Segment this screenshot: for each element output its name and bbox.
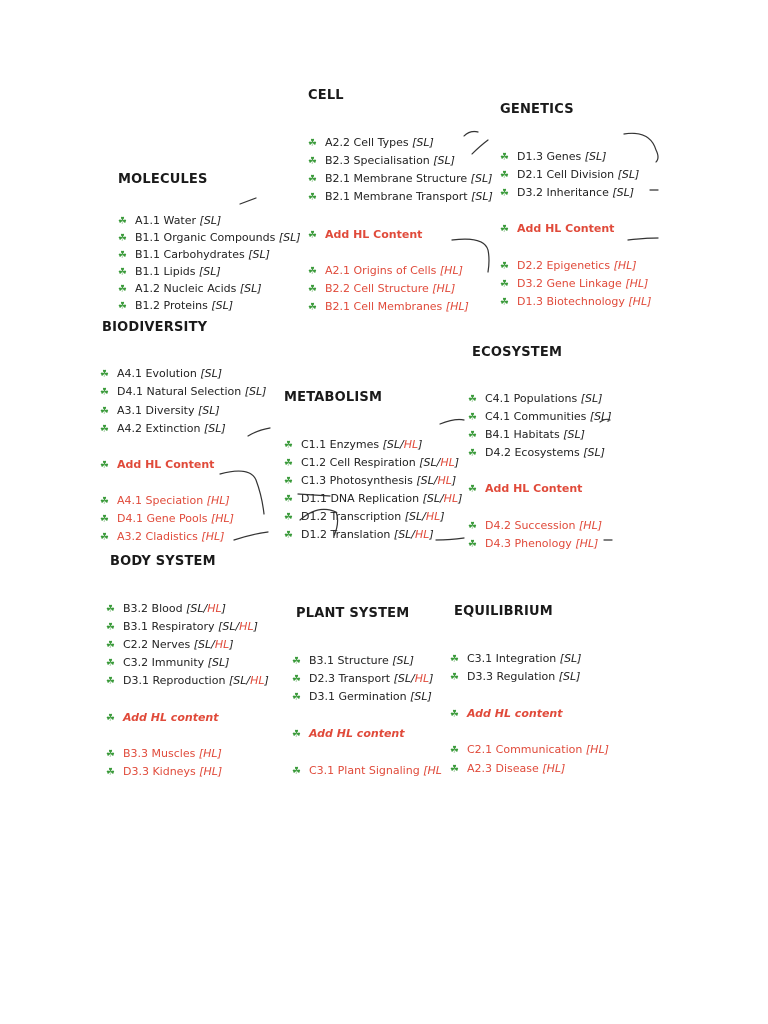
level-tag: [HL]: [439, 264, 463, 277]
topic-text: B2.1 Membrane Structure: [325, 172, 471, 185]
level-tag: [SL]: [583, 446, 605, 459]
topic-text: D1.2 Transcription: [301, 510, 405, 523]
topic-item: [100, 385, 266, 400]
topic-item: [106, 602, 226, 617]
sprout-icon: ☘: [450, 745, 459, 756]
level-tag: [SL/HL]: [186, 602, 226, 615]
topic-item: [118, 282, 262, 297]
sprout-icon: ☘: [468, 484, 477, 495]
level-tag: [SL]: [580, 392, 603, 405]
sprout-icon: ☘: [450, 672, 459, 683]
topic-text: C4.1 Communities: [485, 410, 590, 423]
topic-item: [308, 300, 469, 315]
level-tag: [SL]: [211, 299, 234, 312]
level-tag: [SL/HL]: [228, 674, 269, 687]
level-tag: [HL]: [575, 537, 599, 550]
sprout-icon: ☘: [100, 406, 109, 417]
topic-item: [468, 446, 605, 461]
level-tag: [SL/HL]: [382, 438, 423, 451]
topic-text: C3.1 Integration: [467, 652, 560, 665]
topic-item: [292, 764, 442, 779]
sprout-icon: ☘: [308, 174, 317, 185]
level-tag: [SL]: [392, 654, 414, 667]
sprout-icon: ☘: [500, 188, 509, 199]
level-tag: [HL: [423, 764, 442, 777]
sprout-icon: ☘: [450, 764, 459, 775]
level-tag: [SL/HL]: [416, 474, 457, 487]
hl-heading-text: Add HL content: [309, 727, 405, 740]
sprout-icon: ☘: [308, 284, 317, 295]
topic-item: [284, 528, 434, 543]
topic-item: [468, 428, 585, 443]
topic-text: A2.1 Origins of Cells: [325, 264, 440, 277]
topic-item: [450, 652, 581, 667]
topic-text: D3.3 Kidneys: [123, 765, 200, 778]
level-tag: [SL]: [197, 404, 220, 417]
topic-text: D3.2 Gene Linkage: [517, 277, 626, 290]
section-title-ecosystem: ECOSYSTEM: [472, 345, 563, 360]
sprout-icon: ☘: [292, 656, 301, 667]
add-hl-content-label: [106, 711, 219, 726]
sprout-icon: ☘: [308, 266, 317, 277]
level-tag: [SL]: [248, 248, 270, 261]
topic-text: C3.2 Immunity: [123, 656, 208, 669]
topic-text: C1.3 Photosynthesis: [301, 474, 417, 487]
topic-text: D1.2 Translation: [301, 528, 394, 541]
sprout-icon: ☘: [500, 297, 509, 308]
topic-item: [118, 214, 221, 229]
sprout-icon: ☘: [118, 250, 127, 261]
sprout-icon: ☘: [284, 512, 293, 523]
level-tag: [SL]: [471, 190, 493, 203]
topic-text: A4.2 Extinction: [117, 422, 204, 435]
topic-text: D4.2 Succession: [485, 519, 579, 532]
topic-item: [468, 392, 602, 407]
sprout-icon: ☘: [106, 676, 115, 687]
level-tag: [HL]: [198, 747, 222, 760]
sprout-icon: ☘: [450, 709, 459, 720]
topic-text: B3.1 Structure: [309, 654, 393, 667]
topic-text: B1.1 Lipids: [135, 265, 199, 278]
topic-text: B3.2 Blood: [123, 602, 187, 615]
topic-text: D3.3 Regulation: [467, 670, 559, 683]
level-tag: [HL]: [206, 494, 230, 507]
sprout-icon: ☘: [100, 532, 109, 543]
topic-item: [450, 670, 580, 685]
sprout-icon: ☘: [468, 430, 477, 441]
level-tag: [SL]: [239, 282, 262, 295]
sprout-icon: ☘: [500, 261, 509, 272]
level-tag: [HL]: [201, 530, 225, 543]
sprout-icon: ☘: [308, 230, 317, 241]
topic-text: A2.3 Disease: [467, 762, 543, 775]
topic-item: [308, 264, 463, 279]
sprout-icon: ☘: [468, 412, 477, 423]
topic-item: [118, 299, 233, 314]
level-tag: [SL/HL]: [393, 528, 434, 541]
sprout-icon: ☘: [468, 521, 477, 532]
topic-text: C1.1 Enzymes: [301, 438, 383, 451]
level-tag: [SL/HL]: [218, 620, 258, 633]
section-title-plant-system: PLANT SYSTEM: [296, 606, 410, 621]
sprout-icon: ☘: [292, 674, 301, 685]
level-tag: [HL]: [445, 300, 469, 313]
sprout-icon: ☘: [468, 394, 477, 405]
topic-item: [118, 248, 270, 263]
level-tag: [SL]: [203, 422, 226, 435]
topic-item: [468, 410, 612, 425]
level-tag: [HL]: [542, 762, 566, 775]
topic-item: [500, 277, 648, 292]
sprout-icon: ☘: [308, 156, 317, 167]
topic-text: B3.3 Muscles: [123, 747, 199, 760]
topic-text: A4.1 Speciation: [117, 494, 207, 507]
add-hl-content-label: [468, 482, 582, 497]
topic-item: [500, 259, 637, 274]
level-tag: [SL]: [244, 385, 267, 398]
level-tag: [SL/HL]: [419, 456, 460, 469]
level-tag: [SL]: [612, 186, 635, 199]
topic-item: [100, 422, 226, 437]
topic-item: [118, 265, 221, 280]
sprout-icon: ☘: [106, 604, 115, 615]
topic-text: D1.3 Biotechnology: [517, 295, 629, 308]
level-tag: [SL]: [207, 656, 230, 669]
topic-item: [284, 510, 445, 525]
section-title-body-system: BODY SYSTEM: [110, 554, 216, 569]
section-title-molecules: MOLECULES: [118, 172, 208, 187]
sprout-icon: ☘: [100, 514, 109, 525]
topic-text: B2.3 Specialisation: [325, 154, 434, 167]
level-tag: [SL]: [558, 670, 581, 683]
topic-text: D1.3 Genes: [517, 150, 585, 163]
section-title-cell: CELL: [308, 88, 344, 103]
sprout-icon: ☘: [292, 692, 301, 703]
sprout-icon: ☘: [100, 424, 109, 435]
topic-item: [100, 530, 224, 545]
sprout-icon: ☘: [284, 458, 293, 469]
topic-item: [308, 136, 434, 151]
topic-item: [106, 765, 222, 780]
sprout-icon: ☘: [292, 766, 301, 777]
level-tag: [SL]: [589, 410, 612, 423]
topic-item: [468, 519, 602, 534]
add-hl-content-label: [292, 727, 405, 742]
sprout-icon: ☘: [468, 448, 477, 459]
topic-text: D4.3 Phenology: [485, 537, 576, 550]
topic-item: [100, 494, 230, 509]
topic-item: [308, 154, 455, 169]
level-tag: [SL]: [198, 265, 221, 278]
sprout-icon: ☘: [100, 460, 109, 471]
topic-text: B4.1 Habitats: [485, 428, 564, 441]
topic-item: [284, 474, 456, 489]
hl-heading-text: Add HL Content: [485, 482, 583, 495]
sprout-icon: ☘: [106, 767, 115, 778]
section-title-equilibrium: EQUILIBRIUM: [454, 604, 553, 619]
level-tag: [SL]: [470, 172, 493, 185]
level-tag: [HL]: [432, 282, 456, 295]
sprout-icon: ☘: [284, 494, 293, 505]
topic-item: [450, 743, 609, 758]
topic-item: [106, 747, 222, 762]
level-tag: [SL]: [563, 428, 585, 441]
sprout-icon: ☘: [106, 622, 115, 633]
topic-item: [500, 168, 639, 183]
level-tag: [SL/HL]: [404, 510, 445, 523]
topic-text: B3.1 Respiratory: [123, 620, 219, 633]
topic-text: C2.1 Communication: [467, 743, 586, 756]
sprout-icon: ☘: [450, 654, 459, 665]
sprout-icon: ☘: [106, 713, 115, 724]
topic-item: [308, 282, 455, 297]
sprout-icon: ☘: [308, 138, 317, 149]
level-tag: [SL]: [199, 214, 222, 227]
topic-item: [106, 620, 258, 635]
add-hl-content-label: [450, 707, 563, 722]
topic-text: A4.1 Evolution: [117, 367, 201, 380]
level-tag: [HL]: [579, 519, 602, 532]
topic-text: D3.1 Reproduction: [123, 674, 229, 687]
topic-item: [100, 512, 234, 527]
level-tag: [SL]: [200, 367, 223, 380]
sprout-icon: ☘: [284, 476, 293, 487]
sprout-icon: ☘: [468, 539, 477, 550]
topic-text: D1.1 DNA Replication: [301, 492, 423, 505]
topic-text: D2.1 Cell Division: [517, 168, 618, 181]
topic-text: B1.1 Carbohydrates: [135, 248, 249, 261]
level-tag: [HL]: [613, 259, 637, 272]
topic-text: C4.1 Populations: [485, 392, 581, 405]
topic-item: [100, 404, 220, 419]
sprout-icon: ☘: [292, 729, 301, 740]
topic-item: [292, 672, 433, 687]
hl-heading-text: Add HL content: [467, 707, 563, 720]
sprout-icon: ☘: [106, 749, 115, 760]
topic-text: A3.2 Cladistics: [117, 530, 202, 543]
level-tag: [HL]: [210, 512, 234, 525]
section-title-biodiversity: BIODIVERSITY: [102, 320, 208, 335]
hl-heading-text: Add HL Content: [325, 228, 423, 241]
sprout-icon: ☘: [500, 279, 509, 290]
topic-text: D2.3 Transport: [309, 672, 394, 685]
topic-item: [500, 186, 634, 201]
hl-heading-text: Add HL Content: [517, 222, 615, 235]
sprout-icon: ☘: [118, 267, 127, 278]
level-tag: [SL]: [584, 150, 607, 163]
sprout-icon: ☘: [500, 170, 509, 181]
topic-text: D4.1 Natural Selection: [117, 385, 245, 398]
topic-text: C3.1 Plant Signaling: [309, 764, 424, 777]
topic-text: D2.2 Epigenetics: [517, 259, 614, 272]
topic-item: [308, 172, 492, 187]
topic-item: [500, 295, 651, 310]
topic-text: C1.2 Cell Respiration: [301, 456, 420, 469]
topic-text: C2.2 Nerves: [123, 638, 194, 651]
level-tag: [SL]: [617, 168, 640, 181]
topic-text: B2.2 Cell Structure: [325, 282, 433, 295]
topic-item: [284, 492, 462, 507]
topic-text: D4.2 Ecosystems: [485, 446, 584, 459]
topic-item: [500, 150, 606, 165]
topic-item: [100, 367, 222, 382]
sprout-icon: ☘: [308, 302, 317, 313]
topic-text: D4.1 Gene Pools: [117, 512, 211, 525]
sprout-icon: ☘: [118, 216, 127, 227]
level-tag: [HL]: [199, 765, 223, 778]
sprout-icon: ☘: [284, 530, 293, 541]
sprout-icon: ☘: [118, 233, 127, 244]
topic-text: B2.1 Cell Membranes: [325, 300, 446, 313]
sprout-icon: ☘: [106, 640, 115, 651]
level-tag: [SL/HL]: [193, 638, 234, 651]
sprout-icon: ☘: [100, 496, 109, 507]
sprout-icon: ☘: [308, 192, 317, 203]
sprout-icon: ☘: [118, 284, 127, 295]
sprout-icon: ☘: [284, 440, 293, 451]
topic-text: A2.2 Cell Types: [325, 136, 413, 149]
sprout-icon: ☘: [500, 224, 509, 235]
add-hl-content-label: [308, 228, 422, 243]
topic-item: [284, 456, 459, 471]
level-tag: [SL/HL]: [393, 672, 434, 685]
topic-text: A1.2 Nucleic Acids: [135, 282, 240, 295]
topic-item: [284, 438, 422, 453]
topic-text: D3.1 Germination: [309, 690, 411, 703]
level-tag: [HL]: [625, 277, 649, 290]
section-title-metabolism: METABOLISM: [284, 390, 383, 405]
topic-item: [118, 231, 301, 246]
level-tag: [SL/HL]: [422, 492, 463, 505]
level-tag: [SL]: [412, 136, 434, 149]
sprout-icon: ☘: [100, 387, 109, 398]
add-hl-content-label: [100, 458, 214, 473]
sprout-icon: ☘: [106, 658, 115, 669]
topic-item: [106, 674, 269, 689]
sprout-icon: ☘: [500, 152, 509, 163]
level-tag: [SL]: [410, 690, 432, 703]
topic-item: [106, 638, 234, 653]
level-tag: [SL]: [278, 231, 301, 244]
topic-text: B2.1 Membrane Transport: [325, 190, 472, 203]
topic-text: B1.2 Proteins: [135, 299, 212, 312]
sprout-icon: ☘: [118, 301, 127, 312]
level-tag: [HL]: [628, 295, 652, 308]
section-title-genetics: GENETICS: [500, 102, 574, 117]
level-tag: [SL]: [433, 154, 455, 167]
topic-item: [468, 537, 598, 552]
topic-text: A3.1 Diversity: [117, 404, 198, 417]
topic-item: [450, 762, 565, 777]
topic-item: [292, 690, 432, 705]
topic-text: D3.2 Inheritance: [517, 186, 613, 199]
hl-heading-text: Add HL content: [123, 711, 219, 724]
topic-item: [308, 190, 493, 205]
level-tag: [HL]: [585, 743, 609, 756]
topic-text: B1.1 Organic Compounds: [135, 231, 279, 244]
add-hl-content-label: [500, 222, 614, 237]
hl-heading-text: Add HL Content: [117, 458, 215, 471]
topic-item: [106, 656, 229, 671]
sprout-icon: ☘: [100, 369, 109, 380]
level-tag: [SL]: [559, 652, 582, 665]
topic-text: A1.1 Water: [135, 214, 200, 227]
topic-item: [292, 654, 414, 669]
